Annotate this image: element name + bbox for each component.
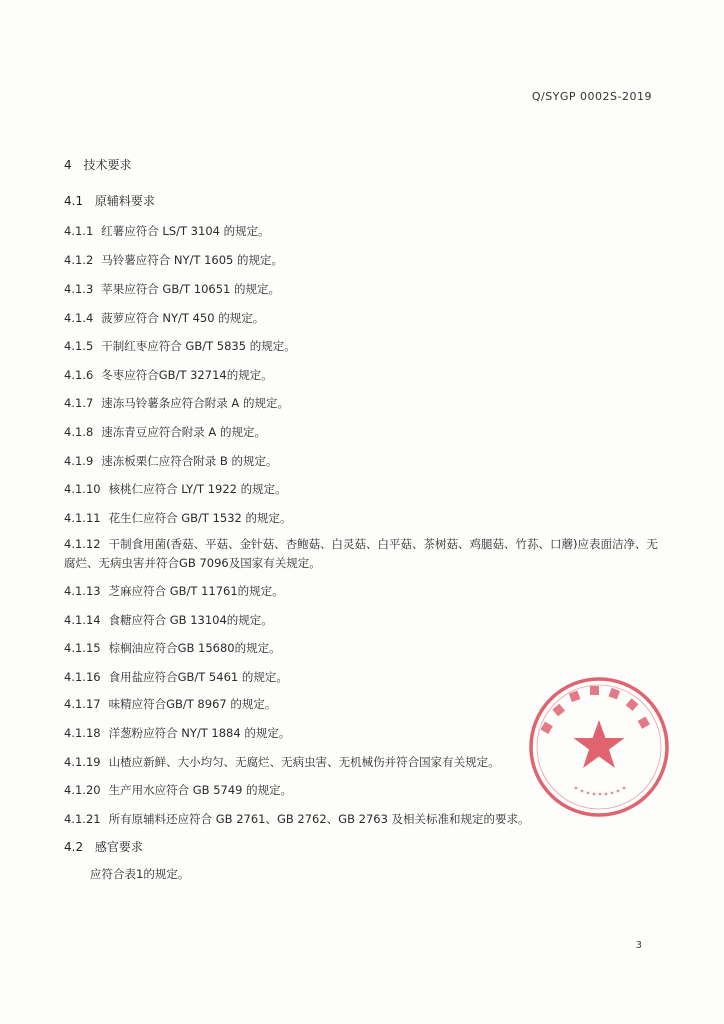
- clause-text: 所有原辅料还应符合 GB 2761、GB 2762、GB 2763 及相关标准和规定的要求。: [108, 812, 530, 826]
- clause-number: 4.1.11: [64, 511, 101, 525]
- clause-text: 苹果应符合 GB/T 10651 的规定。: [101, 282, 281, 296]
- clause-4-1-9: [64, 454, 277, 468]
- clause-number: 4.1.8: [64, 425, 94, 439]
- clause-4-1-20: [64, 783, 292, 797]
- clause-4-1-14: [64, 613, 273, 627]
- clause-number: 4.1.3: [64, 282, 94, 296]
- clause-text: 冬枣应符合GB/T 32714的规定。: [101, 368, 273, 382]
- clause-number: 4.1.2: [64, 253, 94, 267]
- clause-text: 马铃薯应符合 NY/T 1605 的规定。: [101, 253, 284, 267]
- clause-text: 速冻马铃薯条应符合附录 A 的规定。: [101, 396, 289, 410]
- clause-4-1-2: [64, 253, 283, 267]
- clause-4-1-21: [64, 812, 530, 826]
- section-number: 4.2: [64, 840, 84, 854]
- section-heading-4-2: [64, 840, 143, 854]
- document-code: Q/SYGP 0002S-2019: [531, 90, 652, 103]
- clause-number: 4.1.9: [64, 454, 94, 468]
- clause-text: 山楂应新鲜、大小均匀、无腐烂、无病虫害、无机械伤并符合国家有关规定。: [108, 755, 500, 769]
- section-number: 4: [64, 158, 72, 172]
- official-seal-icon: [524, 672, 674, 822]
- section-heading-4: [64, 158, 131, 172]
- clause-number: 4.1.5: [64, 339, 94, 353]
- clause-number: 4.1.21: [64, 812, 101, 826]
- clause-text: 速冻青豆应符合附录 A 的规定。: [101, 425, 266, 439]
- clause-4-1-3: [64, 282, 280, 296]
- clause-text: 食糖应符合 GB 13104的规定。: [108, 613, 273, 627]
- clause-4-1-12: [64, 535, 664, 573]
- clause-number: 4.1.1: [64, 224, 94, 238]
- clause-number: 4.1.20: [64, 783, 101, 797]
- section-heading-4-1: [64, 194, 155, 208]
- clause-4-1-5: [64, 339, 296, 353]
- clause-text: 干制红枣应符合 GB/T 5835 的规定。: [101, 339, 296, 353]
- clause-number: 4.1.15: [64, 641, 101, 655]
- section-title: 技术要求: [83, 158, 132, 172]
- clause-number: 4.1.12: [64, 537, 101, 551]
- clause-number: 4.1.19: [64, 755, 101, 769]
- clause-4-1-13: [64, 584, 284, 598]
- clause-4-1-15: [64, 641, 281, 655]
- clause-4-1-8: [64, 425, 266, 439]
- clause-number: 4.1.13: [64, 584, 101, 598]
- clause-4-1-18: [64, 726, 290, 740]
- clause-text: 核桃仁应符合 LY/T 1922 的规定。: [108, 482, 287, 496]
- clause-number: 4.1.6: [64, 368, 94, 382]
- clause-text: 味精应符合GB/T 8967 的规定。: [108, 697, 277, 711]
- clause-number: 4.1.4: [64, 311, 94, 325]
- clause-4-1-19: [64, 755, 500, 769]
- clause-number: 4.1.14: [64, 613, 101, 627]
- clause-text: 洋葱粉应符合 NY/T 1884 的规定。: [108, 726, 291, 740]
- clause-number: 4.1.17: [64, 697, 101, 711]
- clause-4-1-11: [64, 511, 292, 525]
- section-title: 原辅料要求: [94, 194, 155, 208]
- clause-4-1-17: [64, 697, 276, 711]
- clause-4-1-10: [64, 482, 287, 496]
- clause-text: 生产用水应符合 GB 5749 的规定。: [108, 783, 293, 797]
- clause-number: 4.1.7: [64, 396, 94, 410]
- clause-text: 花生仁应符合 GB/T 1532 的规定。: [108, 511, 292, 525]
- clause-number: 4.1.10: [64, 482, 101, 496]
- page-number: 3: [635, 940, 642, 951]
- clause-text: 芝麻应符合 GB/T 11761的规定。: [108, 584, 284, 598]
- clause-4-1-6: [64, 368, 273, 382]
- clause-text: 红薯应符合 LS/T 3104 的规定。: [101, 224, 270, 238]
- clause-number: 4.1.16: [64, 670, 101, 684]
- section-number: 4.1: [64, 194, 84, 208]
- clause-text: 菠萝应符合 NY/T 450 的规定。: [101, 311, 265, 325]
- section-title: 感官要求: [94, 840, 143, 854]
- clause-text: 速冻板栗仁应符合附录 B 的规定。: [101, 454, 278, 468]
- clause-4-1-7: [64, 396, 289, 410]
- clause-4-1-16: [64, 670, 288, 684]
- clause-4-1-1: [64, 224, 270, 238]
- section-4-2-body: 应符合表1的规定。: [90, 867, 190, 881]
- clause-text: 干制食用菌(香菇、平菇、金针菇、杏鲍菇、白灵菇、白平菇、茶树菇、鸡腿菇、竹荪、口蘑)应表面洁净、无腐烂、无病虫害并符合GB 7096及国家有关规定。: [64, 537, 659, 570]
- clause-text: 食用盐应符合GB/T 5461 的规定。: [108, 670, 288, 684]
- clause-text: 棕榈油应符合GB 15680的规定。: [108, 641, 281, 655]
- clause-number: 4.1.18: [64, 726, 101, 740]
- seal-star-icon: [574, 720, 625, 768]
- clause-4-1-4: [64, 311, 264, 325]
